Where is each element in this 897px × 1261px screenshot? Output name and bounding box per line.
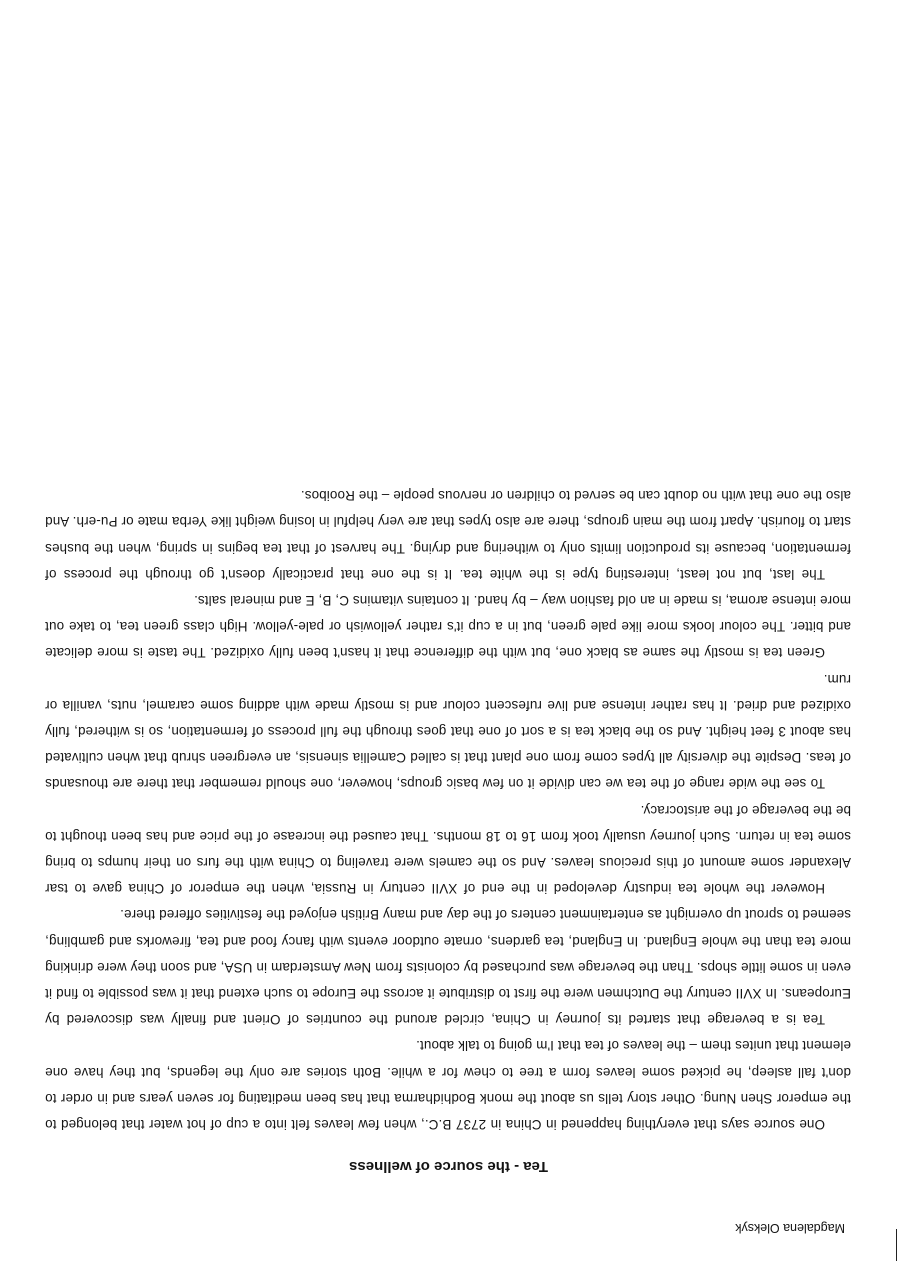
document-body xyxy=(45,482,851,1137)
document-title: Tea - the source of wellness xyxy=(349,1158,548,1175)
paragraph: The last, but not least, interesting type is the white tea. It is the one that practically doesn't go through the process of fermentation, because its production limits only to withering and drying. The harvest of that tea begins in spring, when the bushes start to flourish. Apart from the main groups, there are also types that are very helpful in losing weight like Yerba mate or Pu-erh. And also the one that with no doubt can be served to children or nervous people – the Rooibos. xyxy=(45,488,851,582)
paragraph: Green tea is mostly the same as black one, but with the difference that it hasn't been fully oxidized. The taste is more delicate and bitter. The colour looks more like pale green, but in a cup it's rather yellowish or pale-yellow. High class green tea, to take out more intense aroma, is made in an old fashion way – by hand. It contains vitamins C, B, E and mineral salts. xyxy=(45,592,851,661)
paragraph: Tea is a beverage that started its journey in China, circled around the countries of Orient and finally was discovered by Europeans. In XVII century the Dutchmen were the first to distribute it across the Europe to such extend that it was possible to find it even in some little shops. Than the beverage was purchased by colonists from New Amsterdam in USA, and soon they were drinking more tea than the whole England. In England, tea gardens, ornate outdoor events with fancy food and tea, fireworks and gambling, seemed to sprout up overnight as entertainment centers of the day and many British enjoyed the festivities offered there. xyxy=(45,907,851,1028)
author-name: Magdalena Oleksyk xyxy=(735,1221,845,1235)
paragraph: However the whole tea industry developed in the end of XVII century in Russia, when the emperor of China gave to tsar Alexander some amount of this precious leaves. And so the camels were traveling to China with the furs on their humps to bring some tea in return. Such journey usually took from 16 to 18 months. That caused the increase of the price and has been thought to be the beverage of the aristocracy. xyxy=(45,802,851,897)
paragraph: One source says that everything happened in China in 2737 B.C., when few leaves felt into a cup of hot water that belonged to the emperor Shen Nung. Other story tells us about the monk Bodhidharma that has been meditating for seven years and in order to don't fall asleep, he picked some leaves form a tree to chew for a while. Both stories are only the legends, but they have one element that unites them – the leaves of tea that I'm going to talk about. xyxy=(45,1038,851,1132)
paragraph: To see the wide range of the tea we can divide it on few basic groups, however, one should remember that there are thousands of teas. Despite the diversity all types come from one plant that is called Camellia sinensis, an evergreen shrub that when cultivated has about 3 feet height. And so the black tea is a sort of one that goes through the full process of fermentation, so is withered, fully oxidized and dried. It has rather intense and live rufescent colour and is mostly made with adding some caramel, nuts, vanilla or rum. xyxy=(45,671,851,792)
